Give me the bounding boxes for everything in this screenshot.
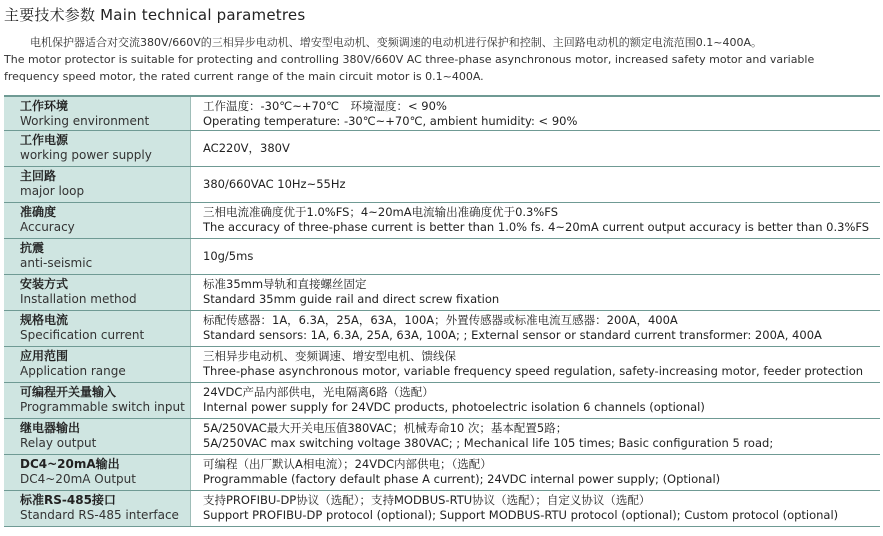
label-en: Standard RS-485 interface (20, 508, 179, 522)
spec-value (191, 97, 880, 130)
spec-label (4, 491, 191, 526)
intro-paragraph (4, 34, 880, 85)
value-zh: 三相电流准确度优于1.0%FS；4~20mA电流输出准确度优于0.3%FS (203, 205, 559, 219)
value-zh: 标配传感器：1A，6.3A，25A，63A，100A；外置传感器或标准电流互感器：200A，400A (203, 313, 678, 327)
spec-row-rs485 (4, 491, 880, 527)
spec-row-relay-output (4, 419, 880, 455)
label-en: Installation method (20, 292, 137, 306)
spec-label (4, 347, 191, 382)
intro-zh: 电机保护器适合对交流380V/660V的三相异步电动机、增安型电动机、变频调速的电动机进行保护和控制、主回路电动机的额定电流范围0.1~400A。 (30, 36, 762, 49)
spec-row-anti-seismic (4, 239, 880, 275)
label-en: Application range (20, 364, 126, 378)
value-zh: 标准35mm导轨和直接螺丝固定 (203, 277, 367, 291)
label-zh: 准确度 (20, 205, 57, 219)
spec-value (191, 275, 880, 310)
label-zh: 主回路 (20, 169, 57, 183)
spec-row-switch-input (4, 383, 880, 419)
value-en: The accuracy of three-phase current is better than 1.0% fs. 4~20mA current output accuracy is better than 0.3%FS (203, 220, 870, 234)
value-en: Support PROFIBU-DP protocol (optional); Support MODBUS-RTU protocol (optional); Custom protocol (optional) (203, 508, 839, 522)
spec-value (191, 167, 880, 202)
spec-label (4, 419, 191, 454)
value-zh: 三相异步电动机、变频调速、增安型电机、馈线保 (203, 349, 456, 363)
label-en: working power supply (20, 148, 152, 162)
spec-value (191, 131, 880, 166)
spec-value (191, 455, 880, 490)
section-title: 主要技术参数 Main technical parametres (4, 6, 306, 24)
spec-label (4, 131, 191, 166)
label-en: anti-seismic (20, 256, 93, 270)
spec-label (4, 203, 191, 238)
spec-row-installation (4, 275, 880, 311)
spec-value (191, 419, 880, 454)
value-zh: 5A/250VAC最大开关电压值380VAC；机械寿命10 次；基本配置5路； (203, 421, 568, 435)
intro-en-line-2: frequency speed motor, the rated current range of the main circuit motor is 0.1~400A. (4, 70, 484, 83)
label-zh: 抗震 (20, 241, 45, 255)
spec-label (4, 167, 191, 202)
spec-label (4, 455, 191, 490)
value-en: Programmable (factory default phase A current); 24VDC internal power supply; (Optional) (203, 472, 721, 486)
value-text: AC220V，380V (203, 141, 290, 155)
value-en: 5A/250VAC max switching voltage 380VAC; ; Mechanical life 105 times; Basic configuration 5 road; (203, 436, 774, 450)
spec-label (4, 311, 191, 346)
spec-value (191, 491, 880, 526)
value-en: Internal power supply for 24VDC products, photoelectric isolation 6 channels (optional) (203, 400, 705, 414)
spec-label (4, 97, 191, 130)
value-zh: 24VDC产品内部供电，光电隔离6路（选配） (203, 385, 434, 399)
spec-row-application-range (4, 347, 880, 383)
value-en: Standard 35mm guide rail and direct screw fixation (203, 292, 500, 306)
label-en: Programmable switch input (20, 400, 185, 414)
label-zh: 工作电源 (20, 133, 69, 147)
value-en: Three-phase asynchronous motor, variable frequency speed regulation, safety-increasing motor, feeder protection (203, 364, 864, 378)
spec-row-major-loop (4, 167, 880, 203)
label-zh: 可编程开关量输入 (20, 385, 117, 399)
value-text: 10g/5ms (203, 249, 254, 263)
intro-en-line-1: The motor protector is suitable for protecting and controlling 380V/660V AC three-phase asynchronous motor, increased safety motor and variable (4, 53, 815, 66)
value-zh: 可编程（出厂默认A相电流）；24VDC内部供电；（选配） (203, 457, 492, 471)
spec-row-dc-output (4, 455, 880, 491)
label-en: DC4~20mA Output (20, 472, 136, 486)
spec-row-accuracy (4, 203, 880, 239)
spec-label (4, 275, 191, 310)
spec-value (191, 239, 880, 274)
spec-value (191, 383, 880, 418)
spec-value (191, 311, 880, 346)
spec-label (4, 239, 191, 274)
label-zh: 应用范围 (20, 349, 69, 363)
spec-row-specification-current (4, 311, 880, 347)
spec-row-working-environment (4, 95, 880, 131)
label-zh: 规格电流 (20, 313, 69, 327)
label-zh: 继电器输出 (20, 421, 81, 435)
label-zh: DC4~20mA输出 (20, 457, 120, 471)
value-zh: 工作温度：-30℃~+70℃ 环境湿度：< 90% (203, 99, 447, 113)
value-zh: 支持PROFIBU-DP协议（选配）；支持MODBUS-RTU协议（选配）；自定义协议（选配） (203, 493, 651, 507)
label-en: Relay output (20, 436, 97, 450)
label-zh: 安装方式 (20, 277, 69, 291)
value-en: Standard sensors: 1A, 6.3A, 25A, 63A, 100A; ; External sensor or standard current transformer: 200A, 400A (203, 328, 822, 342)
value-en: Operating temperature: -30℃~+70℃, ambient humidity: < 90% (203, 114, 578, 128)
spec-value (191, 203, 880, 238)
spec-row-power-supply (4, 131, 880, 167)
label-zh: 标准RS-485接口 (20, 493, 116, 507)
label-en: Working environment (20, 114, 150, 128)
label-en: major loop (20, 184, 85, 198)
spec-label (4, 383, 191, 418)
value-text: 380/660VAC 10Hz~55Hz (203, 177, 346, 191)
spec-table (4, 95, 880, 527)
label-en: Specification current (20, 328, 145, 342)
label-en: Accuracy (20, 220, 75, 234)
label-zh: 工作环境 (20, 99, 69, 113)
spec-value (191, 347, 880, 382)
